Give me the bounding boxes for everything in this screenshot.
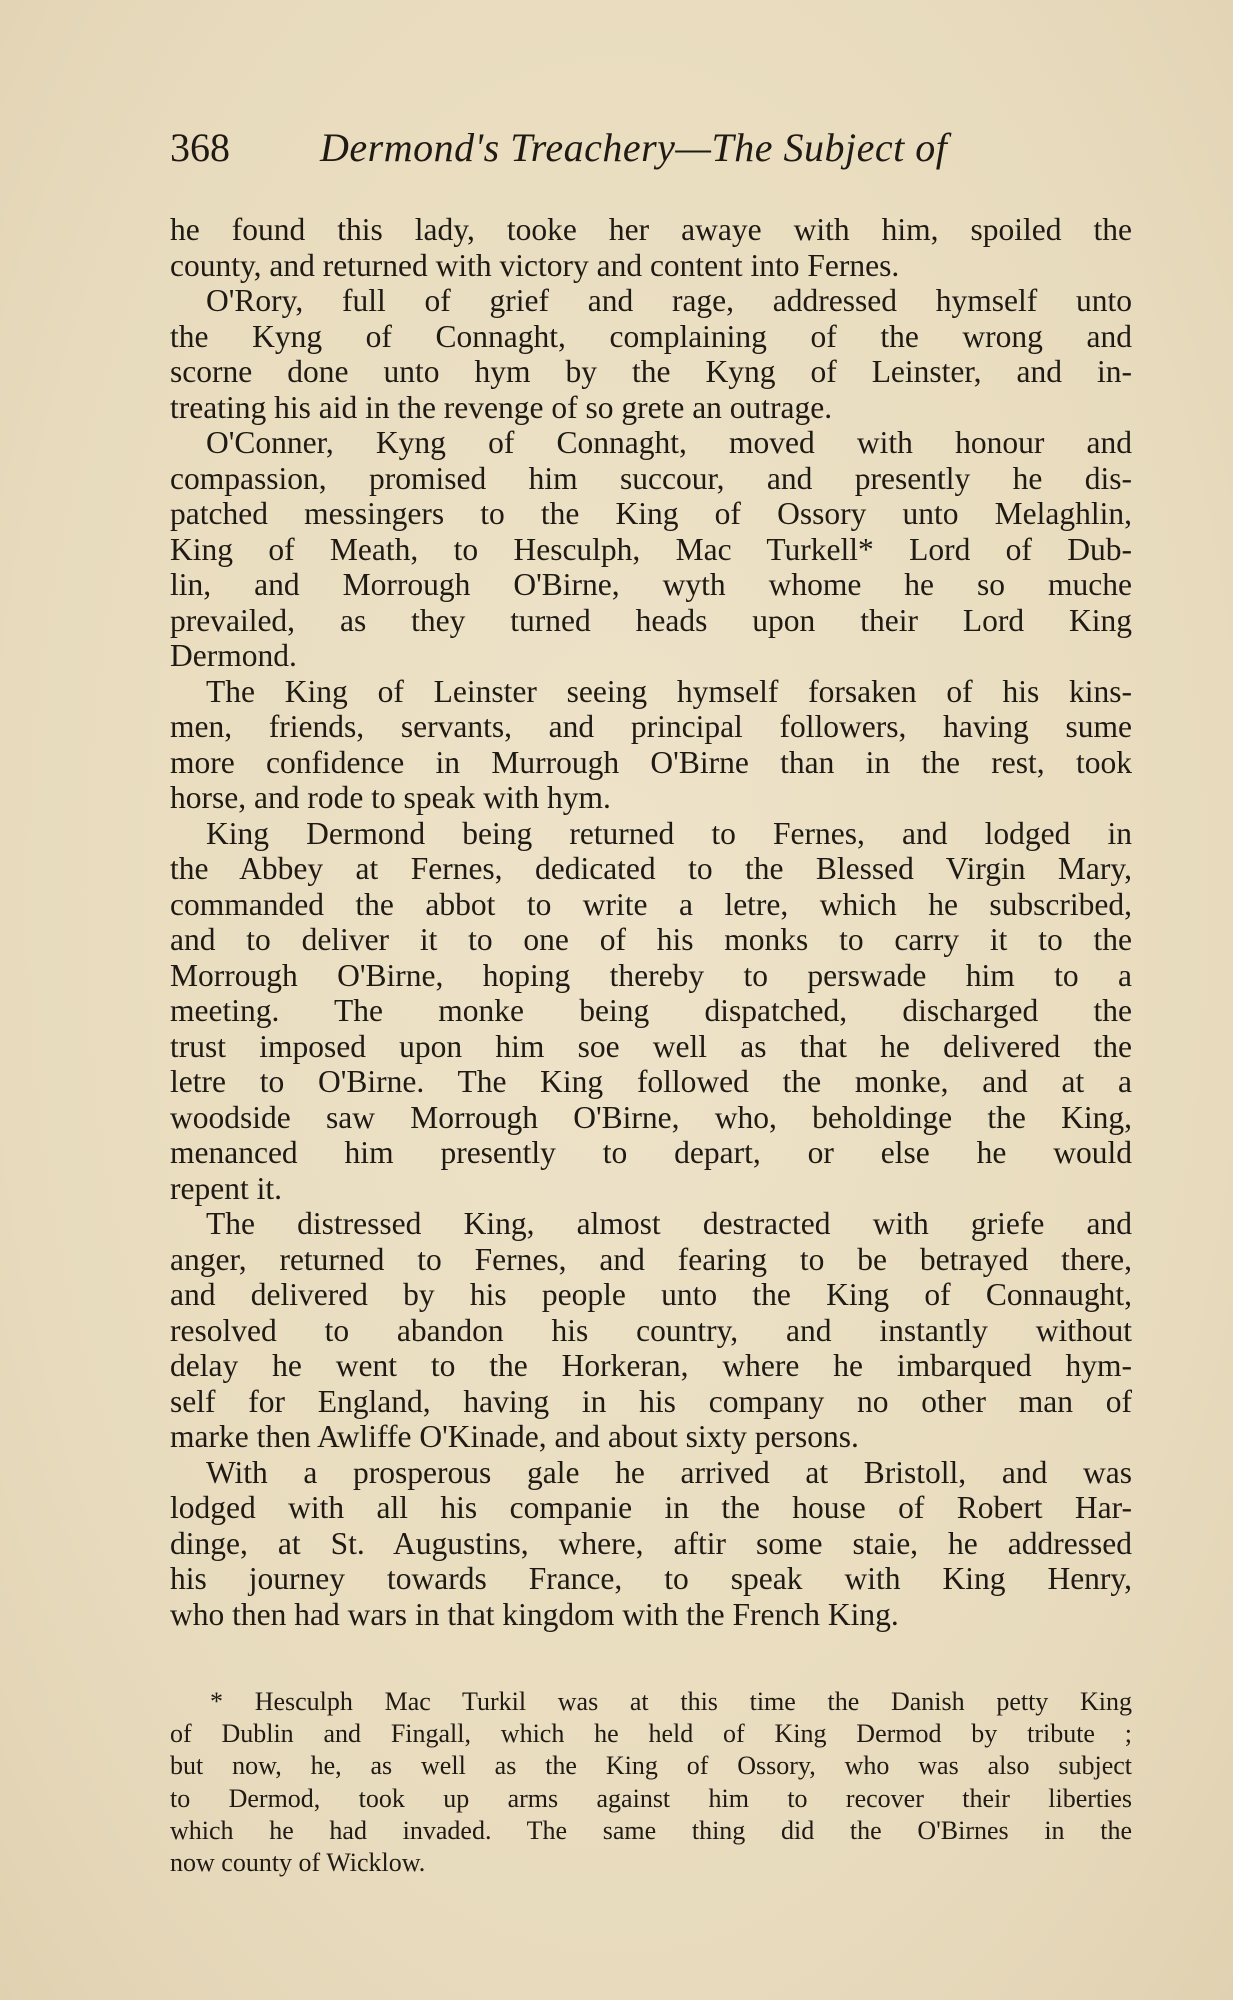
text-line: trust imposed upon him soe well as that he delivered the [170,1028,1132,1064]
text-line: compassion, promised him succour, and presently he dis- [170,460,1132,496]
text-line: commanded the abbot to write a letre, which he subscribed, [170,886,1132,922]
text-line: The distressed King, almost destracted with griefe and [206,1206,1132,1241]
footnote-line: to Dermod, took up arms against him to recover their liberties [170,1783,1132,1813]
page-number: 368 [170,125,230,170]
text-line: anger, returned to Fernes, and fearing to be betrayed there, [170,1241,1132,1277]
footnote [170,1686,1132,1879]
text-line: self for England, having in his company no other man of [170,1383,1132,1419]
text-line: his journey towards France, to speak with King Henry, [170,1561,1132,1596]
paragraph [170,1206,1132,1455]
text-line: Dermond. [170,638,297,673]
text-line: King Dermond being returned to Fernes, and lodged in [206,815,1132,851]
text-line: more confidence in Murrough O'Birne than in the rest, took [170,744,1132,780]
text-line: the Abbey at Fernes, dedicated to the Blessed Virgin Mary, [170,851,1132,886]
paragraph [170,1455,1132,1633]
text-line: King of Meath, to Hesculph, Mac Turkell* Lord of Dub- [170,531,1132,567]
text-line: lin, and Morrough O'Birne, wyth whome he so muche [170,567,1132,602]
text-line: letre to O'Birne. The King followed the monke, and at a [170,1064,1132,1099]
footnote-line: but now, he, as well as the King of Ossory, who was also subject [170,1751,1132,1781]
text-line: horse, and rode to speak with hym. [170,780,611,815]
text-line: marke then Awliffe O'Kinade, and about sixty persons. [170,1419,859,1454]
text-line: treating his aid in the revenge of so grete an outrage. [170,389,833,425]
text-line: woodside saw Morrough O'Birne, who, beholdinge the King, [170,1099,1132,1135]
paragraph [170,425,1132,674]
text-line: men, friends, servants, and principal followers, having sume [170,709,1132,744]
text-line: the Kyng of Connaght, complaining of the wrong and [170,318,1132,354]
paragraph [170,283,1132,425]
running-header [170,118,1070,178]
text-line: resolved to abandon his country, and instantly without [170,1312,1132,1348]
text-line: Morrough O'Birne, hoping thereby to perswade him to a [170,957,1132,993]
text-line: and to deliver it to one of his monks to carry it to the [170,922,1132,957]
text-line: With a prosperous gale he arrived at Bristoll, and was [206,1454,1132,1490]
footnote-line: * Hesculph Mac Turkil was at this time the Danish petty King [210,1687,1132,1716]
footnote-line: which he had invaded. The same thing did the O'Birnes in the [170,1815,1132,1845]
running-title: Dermond's Treachery—The Subject of [320,125,948,170]
text-line: menanced him presently to depart, or else he would [170,1135,1132,1170]
text-line: and delivered by his people unto the King of Connaught, [170,1277,1132,1312]
paragraph [170,816,1132,1207]
text-line: lodged with all his companie in the house of Robert Har- [170,1490,1132,1525]
text-line: repent it. [170,1170,282,1206]
text-line: meeting. The monke being dispatched, discharged the [170,993,1132,1028]
text-line: he found this lady, tooke her awaye with him, spoiled the [170,212,1132,247]
text-line: delay he went to the Horkeran, where he imbarqued hym- [170,1348,1132,1383]
text-line: The King of Leinster seeing hymself forsaken of his kins- [206,673,1132,709]
text-line: dinge, at St. Augustins, where, aftir some staie, he addressed [170,1525,1132,1561]
text-line: who then had wars in that kingdom with the French King. [170,1596,899,1632]
body-text [170,212,1132,1632]
footnote-line: now county of Wicklow. [170,1847,426,1877]
paragraph [170,674,1132,816]
text-line: prevailed, as they turned heads upon their Lord King [170,602,1132,638]
text-line: O'Conner, Kyng of Connaght, moved with honour and [206,425,1132,460]
text-line: patched messingers to the King of Ossory unto Melaghlin, [170,496,1132,531]
footnote-line: of Dublin and Fingall, which he held of King Dermod by tribute ; [170,1719,1132,1749]
paragraph [170,212,1132,283]
text-line: county, and returned with victory and content into Fernes. [170,247,900,283]
text-line: scorne done unto hym by the Kyng of Leinster, and in- [170,354,1132,389]
text-line: O'Rory, full of grief and rage, addressed hymself unto [206,283,1132,318]
